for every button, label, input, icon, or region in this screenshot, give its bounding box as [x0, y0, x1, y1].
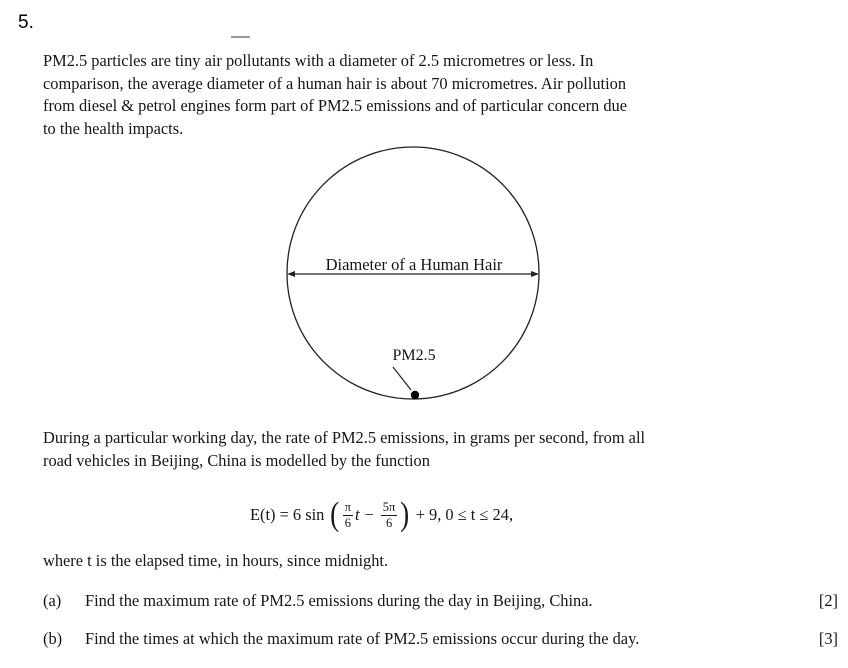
pm25-particle: [411, 391, 419, 399]
intro-line: to the health impacts.: [43, 118, 184, 138]
intro-line: from diesel & petrol engines form part of PM2.5 emissions and of particular concern due: [43, 96, 627, 115]
part-a-text: Find the maximum rate of PM2.5 emissions during the day in Beijing, China.: [85, 591, 593, 610]
part-b-text: Find the times at which the maximum rate of PM2.5 emissions occur during the day.: [85, 629, 640, 648]
model-paragraph: [43, 427, 783, 472]
fraction-5pi-over-6: [381, 500, 398, 531]
model-line: road vehicles in Beijing, China is modelled by the function: [43, 450, 430, 470]
left-paren: (: [330, 496, 340, 533]
intro-paragraph: [43, 50, 783, 140]
particle-label: PM2.5: [392, 347, 436, 364]
part-a-label: (a): [43, 591, 62, 610]
formula-minus: −: [364, 505, 374, 524]
question-number: 5.: [18, 12, 34, 33]
intro-line: PM2.5 particles are tiny air pollutants with a diameter of 2.5 micrometres or less. In: [43, 51, 594, 70]
where-paragraph: [43, 550, 783, 573]
formula-lhs: E(t) = 6 sin: [250, 505, 325, 524]
fraction-pi-over-6: [343, 500, 353, 531]
hair-diagram: [270, 145, 570, 415]
model-line: During a particular working day, the rate of PM2.5 emissions, in grams per second, from all: [43, 428, 646, 447]
frac1-denominator: 6: [344, 515, 351, 530]
particle-pointer: [393, 367, 411, 390]
right-paren: ): [400, 496, 410, 533]
diameter-arrow-right: [531, 271, 539, 277]
part-b-label: (b): [43, 629, 63, 648]
part-b: [43, 629, 838, 653]
formula-t-variable: t: [354, 505, 360, 524]
scan-dash: [231, 36, 250, 38]
formula-tail: + 9, 0 ≤ t ≤ 24,: [415, 505, 514, 524]
intro-line: comparison, the average diameter of a human hair is about 70 micrometres. Air pollution: [43, 73, 627, 93]
part-b-marks: [3]: [818, 629, 838, 648]
part-a: [43, 591, 838, 615]
diameter-label: Diameter of a Human Hair: [325, 255, 503, 274]
frac2-denominator: 6: [385, 515, 393, 530]
emission-formula: [250, 496, 513, 534]
diameter-arrow-left: [287, 271, 295, 277]
frac2-numerator: 5π: [382, 499, 396, 514]
part-a-marks: [2]: [818, 591, 838, 610]
where-line: where t is the elapsed time, in hours, since midnight.: [43, 551, 389, 570]
frac1-numerator: π: [344, 499, 351, 514]
